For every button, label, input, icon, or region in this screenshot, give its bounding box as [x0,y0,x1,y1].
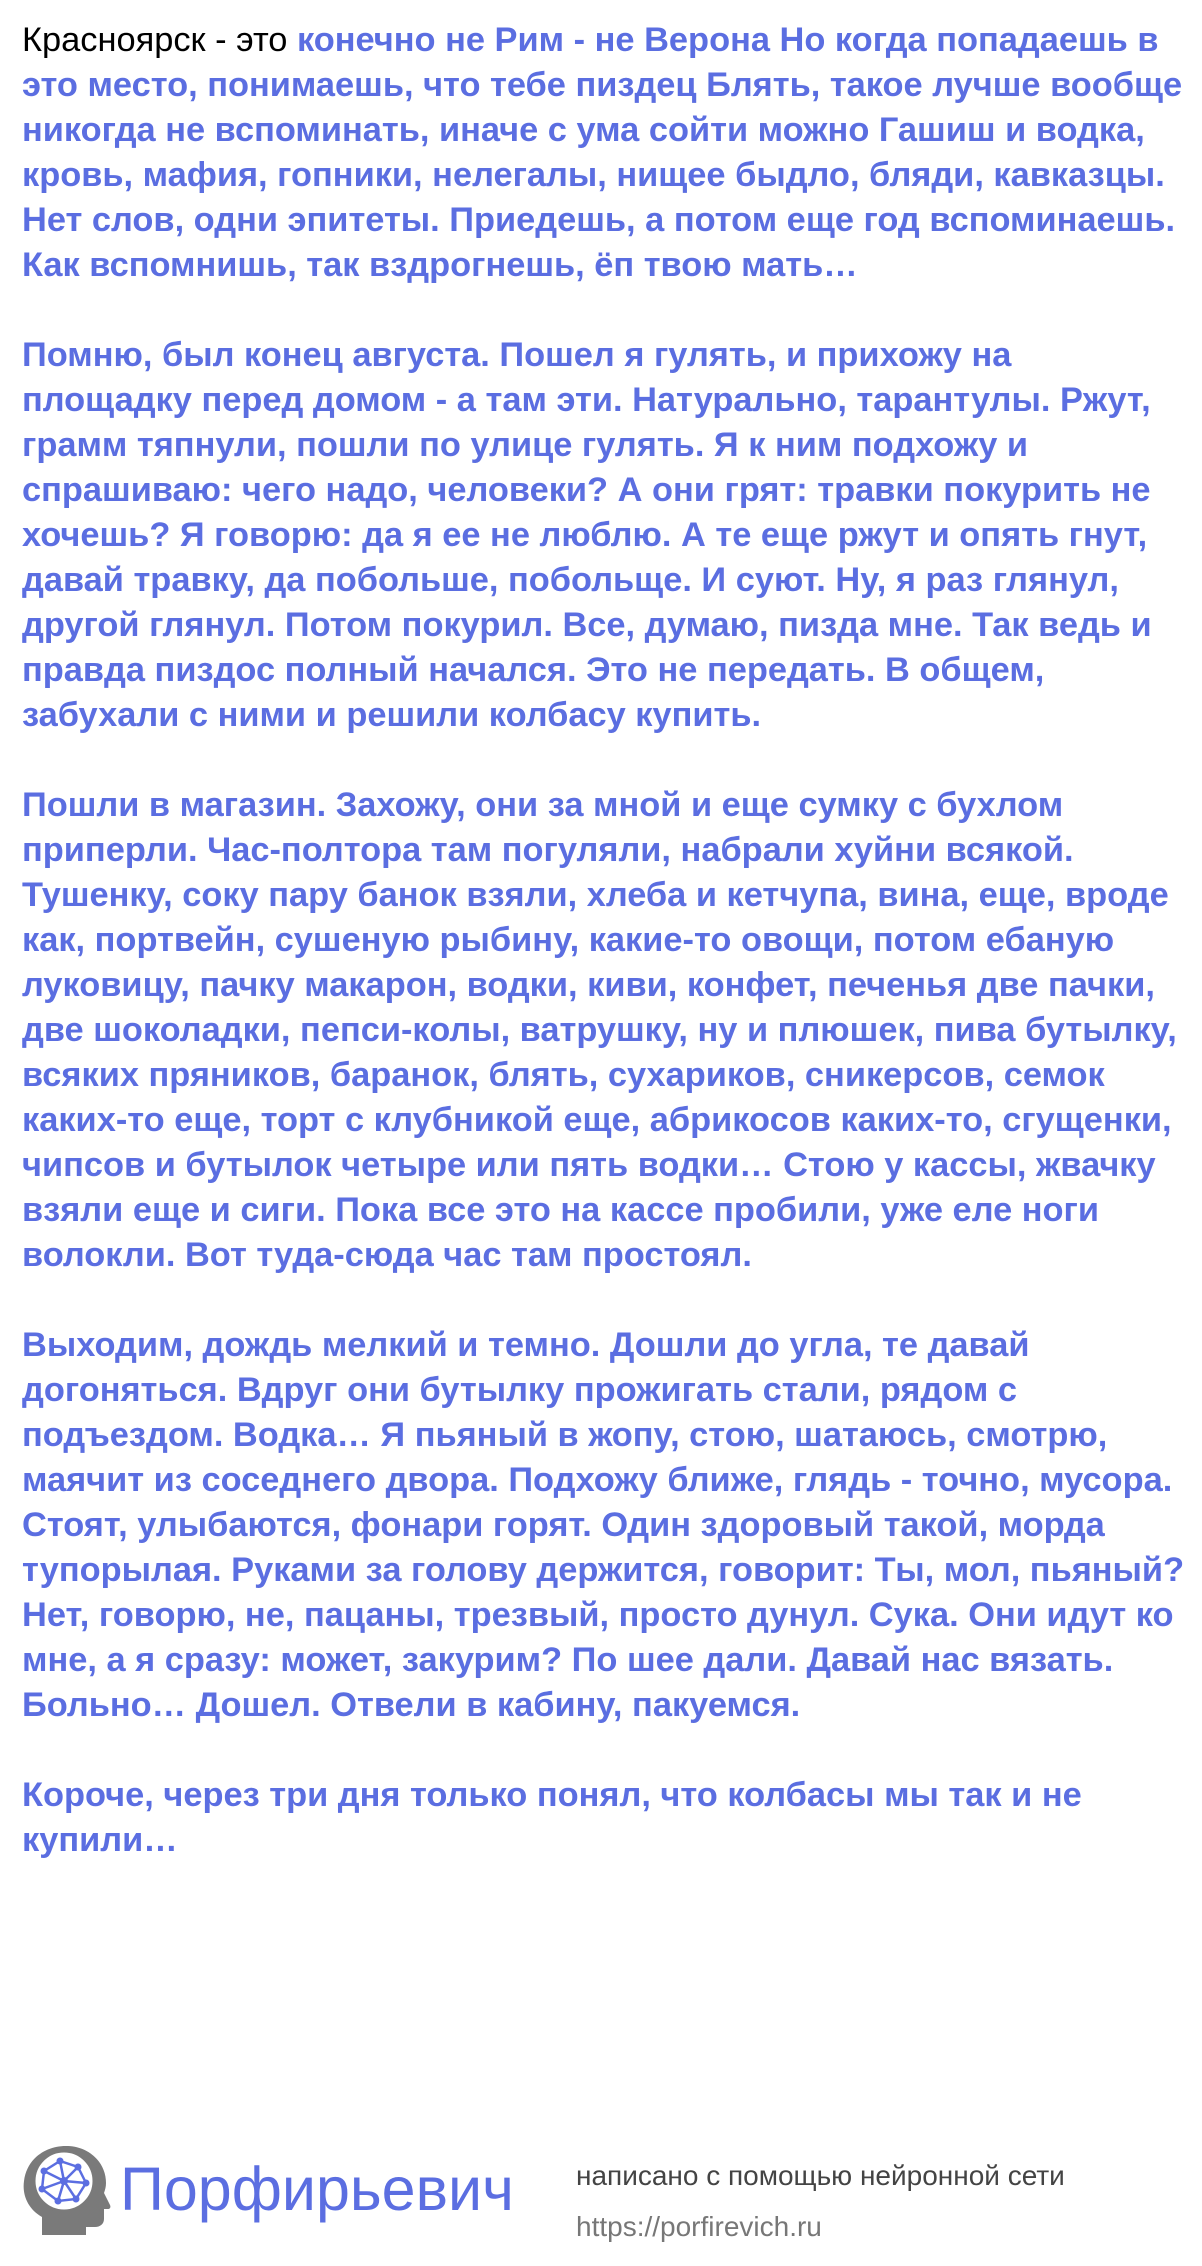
story-paragraph: Пошли в магазин. Захожу, они за мной и еще сумку с бухлом приперли. Час-полтора там погуляли, набрали хуйни всякой. Тушенку, соку пару банок взяли, хлеба и кетчупа, вина, еще, вроде как, портвейн, сушеную рыбину, какие-то овощи, потом ебаную луковицу, пачку макарон, водки, киви, конфет, печенья две пачки, две шоколадки, пепси-колы, ватрушку, ну и плюшек, пива бутылку, всяких пряников, баранок, блять, сухариков, сникерсов, семок каких-то еще, торт с клубникой еще, абрикосов каких-то, сгущенки, чипсов и бутылок четыре или пять водки… Стою у кассы, жвачку взяли еще и сиги. Пока все это на кассе пробили, уже еле ноги волокли. Вот туда-сюда час там простоял. [22,786,1177,1274]
brand-name: Порфирьевич [120,2155,514,2223]
generated-text: конечно не Рим - не Верона Но когда попадаешь в это место, понимаешь, что тебе пиздец Блять, такое лучше вообще никогда не вспоминать, иначе с ума сойти можно Гашиш и водка, кровь, мафия, гопники, нелегалы, нищее быдло, бляди, кавказцы. Нет слов, одни эпитеты. Приедешь, а потом еще год вспоминаешь. Как вспомнишь, так вздрогнешь, ёп твою мать… [22,21,1183,284]
story-paragraph: Короче, через три дня только понял, что колбасы мы так и не купили… [22,1776,1082,1859]
story-paragraph: Выходим, дождь мелкий и темно. Дошли до угла, те давай догоняться. Вдруг они бутылку прожигать стали, рядом с подъездом. Водка… Я пьяный в жопу, стою, шатаюсь, смотрю, маячит из соседнего двора. Подхожу ближе, глядь - точно, мусора. Стоят, улыбаются, фонари горят. Один здоровый такой, морда тупорылая. Руками за голову держится, говорит: Ты, мол, пьяный? Нет, говорю, не, пацаны, трезвый, просто дунул. Сука. Они идут ко мне, а я сразу: может, закурим? По шее дали. Давай нас вязать. Больно… Дошел. Отвели в кабину, пакуемся. [22,1326,1185,1724]
tagline: написано с помощью нейронной сети [576,2160,1065,2191]
story-paragraph [22,18,1187,288]
site-link[interactable]: https://porfirevich.ru [576,2211,822,2242]
footer [0,2130,1202,2266]
story-text [22,18,1187,1908]
prompt-text: Красноярск - это [22,21,297,59]
head-network-icon [20,2143,112,2241]
story-paragraph: Помню, был конец августа. Пошел я гулять, и прихожу на площадку перед домом - а там эти. Натурально, тарантулы. Ржут, грамм тяпнули, пошли по улице гулять. Я к ним подхожу и спрашиваю: чего надо, человеки? А они грят: травки покурить не хочешь? Я говорю: да я ее не люблю. А те еще ржут и опять гнут, давай травку, да побольше, побольще. И суют. Ну, я раз глянул, другой глянул. Потом покурил. Все, думаю, пизда мне. Так ведь и правда пиздос полный начался. Это не передать. В общем, забухали с ними и решили колбасу купить. [22,336,1152,734]
